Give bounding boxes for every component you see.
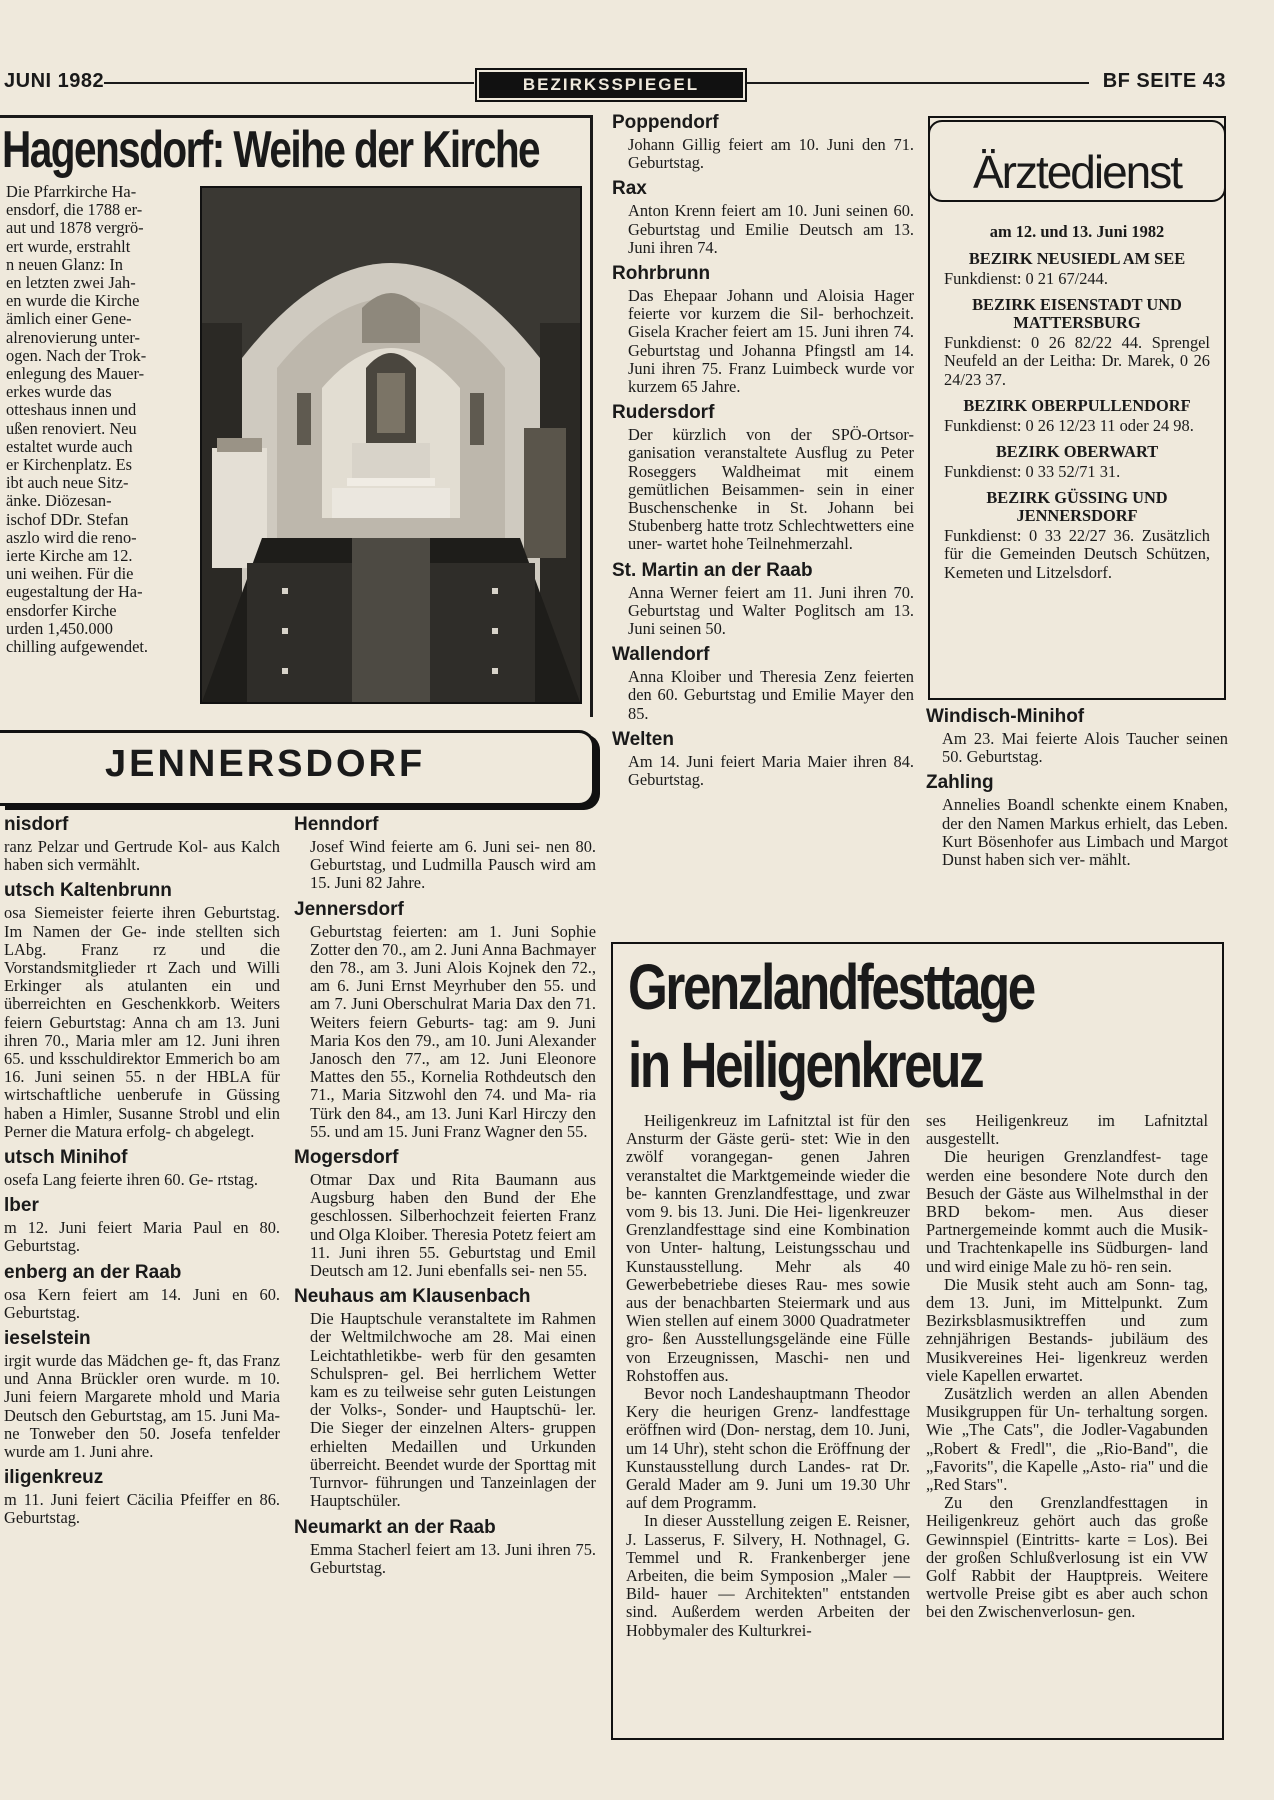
grenzland-paragraph: ses Heiligenkreuz im Lafnitztal ausgestellt. xyxy=(926,1111,1208,1149)
hagensdorf-line: aszlo wird die reno- xyxy=(6,528,137,547)
jennersdorf-left-place-text: osefa Lang feierte ihren 60. Ge- rtstag. xyxy=(4,1170,258,1190)
aerztedienst-district-name: BEZIRK GÜSSING UND JENNERSDORF xyxy=(986,488,1168,526)
grenzland-paragraph: Die Musik steht auch am Sonn- tag, dem 13. Juni, im Mittelpunkt. Zum Bezirksblasmusiktreffen und zum zehnjährigen Bestands- jubiläum des Musikvereines Hei- ligenkreuz werden viele Kapellen erwartet. xyxy=(926,1274,1208,1385)
guessing-place-text: Anton Krenn feiert am 10. Juni seinen 60. Geburtstag und Emilie Deutsch am 13. Juni ihren 74. xyxy=(628,201,914,257)
header-rule-left xyxy=(104,82,474,84)
guessing-place-text: Der kürzlich von der SPÖ-Ortsor- ganisation veranstaltete Ausflug zu Peter Roseggers Waldheimat mit einem gemütlichen Beisammen- sein in einer Buschenschenke in St. Johann bei Stubenberg hatte trotz Schlechtwetters eine uner- wartet hohe Teilnehmerzahl. xyxy=(628,425,914,554)
jennersdorf-mid-section xyxy=(294,1517,596,1577)
hagensdorf-line: ämlich einer Gene- xyxy=(6,310,132,329)
jennersdorf-mid-place-text: Emma Stacherl feiert am 13. Juni ihren 75. Geburtstag. xyxy=(310,1539,596,1577)
jennersdorf-left-place-heading: utsch Kaltenbrunn xyxy=(4,880,172,902)
jennersdorf-left-place-text: osa Kern feiert am 14. Juni en 60. Geburtstag. xyxy=(4,1284,280,1322)
jennersdorf-banner xyxy=(0,730,595,806)
jennersdorf-left-place-heading: enberg an der Raab xyxy=(4,1261,182,1283)
right-column xyxy=(926,700,1228,869)
guessing-section xyxy=(612,112,914,172)
jennersdorf-mid-place-text: Die Hauptschule veranstaltete im Rahmen der Weltmilchwoche am 28. Mai einen Leichtathletikbe- werb für den gesamten Schulspren- gel. Bei herrlichem Wetter kam es zu teilweise sehr guten Leistungen der Volks-, Sonder- und Hauptschü- ler. Die Sieger der einzelnen Alters- gruppen erhielten Medaillen und Urkunden überreicht. Beendet wurde der Sporttag mit Turnvor- führungen und Tanzeinlagen der Hauptschüler. xyxy=(310,1309,596,1511)
grenzland-paragraph: In dieser Ausstellung zeigen E. Reisner, J. Lasserus, F. Silvery, H. Nothnagel, G. Temmel und R. Frankenberger jene Arbeiten, die beim Symposion „Maler — Bild- hauer — Architekten" entstanden sind. Außerdem werden Arbeiten der Hobbymaler des Kulturkrei- xyxy=(626,1511,910,1640)
grenzland-headline-1: Grenzlandfesttage xyxy=(628,951,1034,1023)
jennersdorf-left-section xyxy=(4,1328,280,1461)
hagensdorf-line: er Kirchenplatz. Es xyxy=(6,456,133,475)
hagensdorf-line: estaltet wurde auch xyxy=(6,437,133,456)
aerztedienst-district-text: Funkdienst: 0 33 22/27 36. Zusätzlich für die Gemeinden Deutsch Schützen, Kemeten und Litzelsdorf. xyxy=(944,526,1210,582)
aerztedienst-district-name: BEZIRK EISENSTADT UND MATTERSBURG xyxy=(972,295,1182,333)
hagensdorf-line: en wurde die Kirche xyxy=(6,292,140,311)
jennersdorf-banner-label: JENNERSDORF xyxy=(105,743,426,785)
aerztedienst-district-name: BEZIRK NEUSIEDL AM SEE xyxy=(968,249,1186,268)
guessing-place-text: Johann Gillig feiert am 10. Juni den 71. Geburtstag. xyxy=(628,135,914,173)
grenzland-headline-2: in Heiligenkreuz xyxy=(628,1029,983,1101)
jennersdorf-left-place-text: irgit wurde das Mädchen ge- ft, das Franz und Anna Brückler oren wurde. m 10. Juni feiern Margarete mhold und Maria Deutsch den Geburtstag, am 15. Juni Ma- ne Tonweber den 50. Josefa tenfelder wurde am 1. Juni ahre. xyxy=(4,1351,280,1462)
issue-date: JUNI 1982 xyxy=(4,70,105,92)
grenzland-paragraph: Zu den Grenzlandfesttagen in Heiligenkreuz gehört auch das große Gewinnspiel (Eintritts- karte = Los). Bei der großen Schlußverlosung ist ein VW Golf Rabbit der Hauptpreis. Weitere wertvolle Preise gibt es aber auch schon bei den Zwischenverlosun- gen. xyxy=(926,1493,1208,1622)
guessing-section xyxy=(612,644,914,723)
guessing-place-heading: Rax xyxy=(612,178,647,200)
jennersdorf-left-section xyxy=(4,880,280,1141)
aerztedienst-title: Ärztedienst xyxy=(928,120,1226,202)
hagensdorf-line: eugestaltung der Ha- xyxy=(6,583,143,602)
guessing-section xyxy=(612,263,914,396)
jennersdorf-mid-section xyxy=(294,1286,596,1510)
aerztedienst-district-text: Funkdienst: 0 26 12/23 11 oder 24 98. xyxy=(944,415,1194,435)
hagensdorf-line: ensdorfer Kirche xyxy=(6,601,117,620)
guessing-place-heading: Wallendorf xyxy=(612,644,710,666)
guessing-section xyxy=(612,402,914,553)
jennersdorf-mid-place-heading: Neuhaus am Klausenbach xyxy=(294,1286,531,1308)
jennersdorf-left-place-heading: utsch Minihof xyxy=(4,1147,128,1169)
hagensdorf-body xyxy=(6,183,184,656)
guessing-place-heading: Welten xyxy=(612,728,674,750)
page-number: BF SEITE 43 xyxy=(1102,70,1226,92)
guessing-place-text: Am 14. Juni feiert Maria Maier ihren 84. Geburtstag. xyxy=(628,751,914,790)
right-place-text: Am 23. Mai feierte Alois Taucher seinen 50. Geburtstag. xyxy=(942,729,1228,767)
jennersdorf-mid-place-heading: Henndorf xyxy=(294,814,379,835)
hagensdorf-line: ert wurde, erstrahlt xyxy=(6,237,131,256)
hagensdorf-line: ußen renoviert. Neu xyxy=(6,419,137,438)
jennersdorf-left-section xyxy=(4,1467,280,1527)
guessing-place-text: Anna Kloiber und Theresia Zenz feierten den 60. Geburtstag und Emilie Mayer den 85. xyxy=(628,667,914,723)
grenzland-paragraph: Bevor noch Landeshauptmann Theodor Kery die heurigen Grenz- landfesttage eröffnen wird (Don- nerstag, dem 10. Juni, um 14 Uhr), steht schon die Eröffnung der Kunstausstellung durch Landes- rat Dr. Gerald Mader am 9. Juni um 19.30 Uhr auf dem Programm. xyxy=(626,1384,910,1513)
hagensdorf-line: en letzten zwei Jah- xyxy=(6,274,136,293)
section-label: BEZIRKSSPIEGEL xyxy=(475,68,747,102)
jennersdorf-left-place-heading: iligenkreuz xyxy=(4,1467,104,1489)
aerztedienst-district-text: Funkdienst: 0 26 82/22 44. Sprengel Neufeld an der Leitha: Dr. Marek, 0 26 24/23 37. xyxy=(944,333,1210,389)
right-section xyxy=(926,772,1228,869)
hagensdorf-line: urden 1,450.000 xyxy=(6,619,113,638)
guessing-place-text: Anna Werner feiert am 11. Juni ihren 70. Geburtstag und Walter Poglitsch am 13. Juni seinen 50. xyxy=(628,582,914,639)
jennersdorf-mid-place-heading: Mogersdorf xyxy=(294,1147,399,1169)
church-photo-illustration xyxy=(202,188,580,702)
hagensdorf-line: ogen. Nach der Trok- xyxy=(6,346,147,365)
hagensdorf-line: n neuen Glanz: In xyxy=(6,255,123,274)
jennersdorf-left-place-text: osa Siemeister feierte ihren Geburtstag. Im Namen der Ge- inde stellten sich LAbg. Franz rz und die Vorstandsmitglieder rt Zach und Willi Erkinger als atulanten ein und überreichten en Geschenkkorb. Weiters feiern Geburtstag: Anna ch am 13. Juni ihren 70., Maria mler am 12. Juni ihren 65. und ksschuldirektor Emmerich bo am 16. Juni seinen 55. n der HBLA für wirtschaftliche uenberufe in Güssing haben a Himler, Susanne Strobl und elin Perner die Matura erfolg- ch abgelegt. xyxy=(4,903,280,1141)
jennersdorf-left-section xyxy=(4,814,280,874)
guessing-section xyxy=(612,178,914,257)
guessing-place-heading: Rohrbrunn xyxy=(612,263,711,285)
right-section xyxy=(926,706,1228,766)
guessing-place-heading: Poppendorf xyxy=(612,112,719,133)
right-place-heading: Zahling xyxy=(926,772,994,794)
right-place-text: Annelies Boandl schenkte einem Knaben, der den Namen Markus erhielt, das Leben. Kurt Bösenhofer aus Limbach und Margot Dunst haben sich ver- mählt. xyxy=(942,795,1228,870)
hagensdorf-line: ischof DDr. Stefan xyxy=(6,510,129,529)
aerztedienst-district-text: Funkdienst: 0 33 52/71 31. xyxy=(944,462,1121,482)
aerztedienst-district xyxy=(944,397,1210,435)
aerztedienst-district-name: BEZIRK OBERWART xyxy=(995,442,1159,462)
hagensdorf-line: chilling aufgewendet. xyxy=(6,638,149,657)
jennersdorf-mid-place-text: Geburtstag feierten: am 1. Juni Sophie Zotter den 70., am 2. Juni Anna Bachmayer den 78., am 3. Juni Alois Kojnek den 72., am 6. Juni Ernst Meyrhuber den 55. und am 7. Juni Oberschulrat Maria Dax den 71. Weiters feiern Geburts- tag: am 9. Juni Maria Kos den 79., am 10. Juni Alexander Janosch den 77., am 12. Juni Eleonore Mattes den 55., Kornelia Rothdeutsch den 71., Maria Sitzwohl den 74. und Ma- ria Türk den 84., am 13. Juni Karl Hirczy den 55. und am 15. Juni Franz Wagner den 55. xyxy=(310,921,596,1141)
guessing-column xyxy=(612,106,914,789)
jennersdorf-mid-section xyxy=(294,814,596,893)
hagensdorf-headline: Hagensdorf: Weihe der Kirche xyxy=(2,121,540,179)
hagensdorf-line: otteshaus innen und xyxy=(6,401,137,420)
grenzland-paragraph: Heiligenkreuz im Lafnitztal ist für den Ansturm der Gäste gerü- stet: Wie in den zwölf vorangegan- genen Jahren veranstaltet die Marktgemeinde wieder die be- kannten Grenzlandfesttage, und zwar vom 9. bis 13. Juni. Die Hei- ligenkreuzer Grenzlandfesttage sind eine Kombination von Unter- haltung, Leistungsschau und Kunstausstellung. Mehr als 40 Gewerbebetriebe dieses Rau- mes sowie aus der benachbarten Steiermark und aus Wien stellen auf einem 3000 Quadratmeter gro- ßen Ausstellungsgelände eine Fülle von Erzeugnissen, Maschi- nen und Rohstoffen aus. xyxy=(626,1111,910,1385)
header-rule-right xyxy=(747,82,1089,84)
hagensdorf-line: ierte Kirche am 12. xyxy=(6,547,133,566)
jennersdorf-mid-place-heading: Neumarkt an der Raab xyxy=(294,1516,496,1538)
jennersdorf-left-section xyxy=(4,1262,280,1322)
guessing-section xyxy=(612,729,914,789)
jennersdorf-left-section xyxy=(4,1147,280,1189)
jennersdorf-mid-place-heading: Jennersdorf xyxy=(294,898,404,920)
jennersdorf-left-place-text: m 11. Juni feiert Cäcilia Pfeiffer en 86. Geburtstag. xyxy=(4,1490,280,1528)
jennersdorf-mid-column xyxy=(294,808,596,1577)
aerztedienst-district-text: Funkdienst: 0 21 67/244. xyxy=(944,269,1108,288)
church-interior-photo xyxy=(200,186,582,704)
hagensdorf-line: erkes wurde das xyxy=(6,383,112,402)
jennersdorf-left-section xyxy=(4,1195,280,1255)
jennersdorf-left-place-text: m 12. Juni feiert Maria Paul en 80. Geburtstag. xyxy=(4,1218,280,1256)
aerztedienst-district xyxy=(944,250,1210,288)
grenzland-paragraph: Die heurigen Grenzlandfest- tage werden eine besondere Note durch den Besuch der Gäste aus Wilhelmsthal in der BRD bekom- men. Aus dieser Partnergemeinde kommt auch die Musik- und Trachtenkapelle ins Südburgen- land und wird einige Male zu hö- ren sein. xyxy=(926,1147,1208,1276)
article-right-rule xyxy=(590,115,593,717)
hagensdorf-line: Die Pfarrkirche Ha- xyxy=(6,183,137,201)
jennersdorf-left-place-text: ranz Pelzar und Gertrude Kol- aus Kalch haben sich vermählt. xyxy=(4,837,280,875)
aerztedienst-district xyxy=(944,489,1210,582)
jennersdorf-mid-section xyxy=(294,899,596,1141)
aerztedienst-district xyxy=(944,296,1210,389)
aerztedienst-content xyxy=(944,222,1210,582)
aerztedienst-district-name: BEZIRK OBERPULLENDORF xyxy=(963,395,1191,415)
jennersdorf-mid-place-text: Josef Wind feierte am 6. Juni sei- nen 80. Geburtstag, und Ludmilla Pausch wird am 15. Juni 82 Jahre. xyxy=(310,837,596,893)
grenzland-column-2 xyxy=(926,1112,1208,1622)
hagensdorf-line: ensdorf, die 1788 er- xyxy=(6,201,143,220)
jennersdorf-left-place-heading: ieselstein xyxy=(4,1328,91,1350)
guessing-section xyxy=(612,560,914,639)
jennersdorf-mid-place-text: Otmar Dax und Rita Baumann aus Augsburg haben den Bund der Ehe geschlossen. Silberhochzeit feierten Franz und Olga Kloiber. Theresia Potetz feiert am 11. Juni ihren 55. Geburtstag und Emil Deutsch am 12. Juni ebenfalls sei- nen 55. xyxy=(310,1170,596,1281)
aerztedienst-date: am 12. und 13. Juni 1982 xyxy=(989,222,1165,241)
jennersdorf-left-column xyxy=(4,808,280,1528)
guessing-place-text: Das Ehepaar Johann und Aloisia Hager feierte vor kurzem die Sil- berhochzeit. Gisela Kracher feiert am 15. Juni ihren 74. Geburtstag und Johanna Pfingstl am 14. Juni ihren 75. Franz Luimbeck wurde vor kurzem 65 Jahre. xyxy=(628,286,914,397)
hagensdorf-line: uni weihen. Für die xyxy=(6,565,134,584)
hagensdorf-line: enlegung des Mauer- xyxy=(6,365,145,384)
right-place-heading: Windisch-Minihof xyxy=(926,706,1085,727)
guessing-place-heading: St. Martin an der Raab xyxy=(612,559,813,581)
jennersdorf-mid-section xyxy=(294,1147,596,1280)
grenzland-column-1 xyxy=(626,1112,910,1640)
hagensdorf-line: änke. Diözesan- xyxy=(6,492,112,511)
aerztedienst-district xyxy=(944,443,1210,481)
hagensdorf-line: aut und 1878 vergrö- xyxy=(6,219,144,238)
jennersdorf-left-place-heading: lber xyxy=(4,1195,39,1217)
hagensdorf-line: ibt auch neue Sitz- xyxy=(6,474,129,493)
guessing-place-heading: Rudersdorf xyxy=(612,402,715,424)
grenzland-paragraph: Zusätzlich werden an allen Abenden Musikgruppen für Un- terhaltung sorgen. Wie „The Cats", die Jodler-Vagabunden „Robert & Fredl", die „Rio-Band", die „Favorits", die Kapelle „Asto- ria" und die „Red Stars". xyxy=(926,1384,1208,1495)
hagensdorf-line: alrenovierung unter- xyxy=(6,328,140,347)
jennersdorf-left-place-heading: nisdorf xyxy=(4,814,69,835)
